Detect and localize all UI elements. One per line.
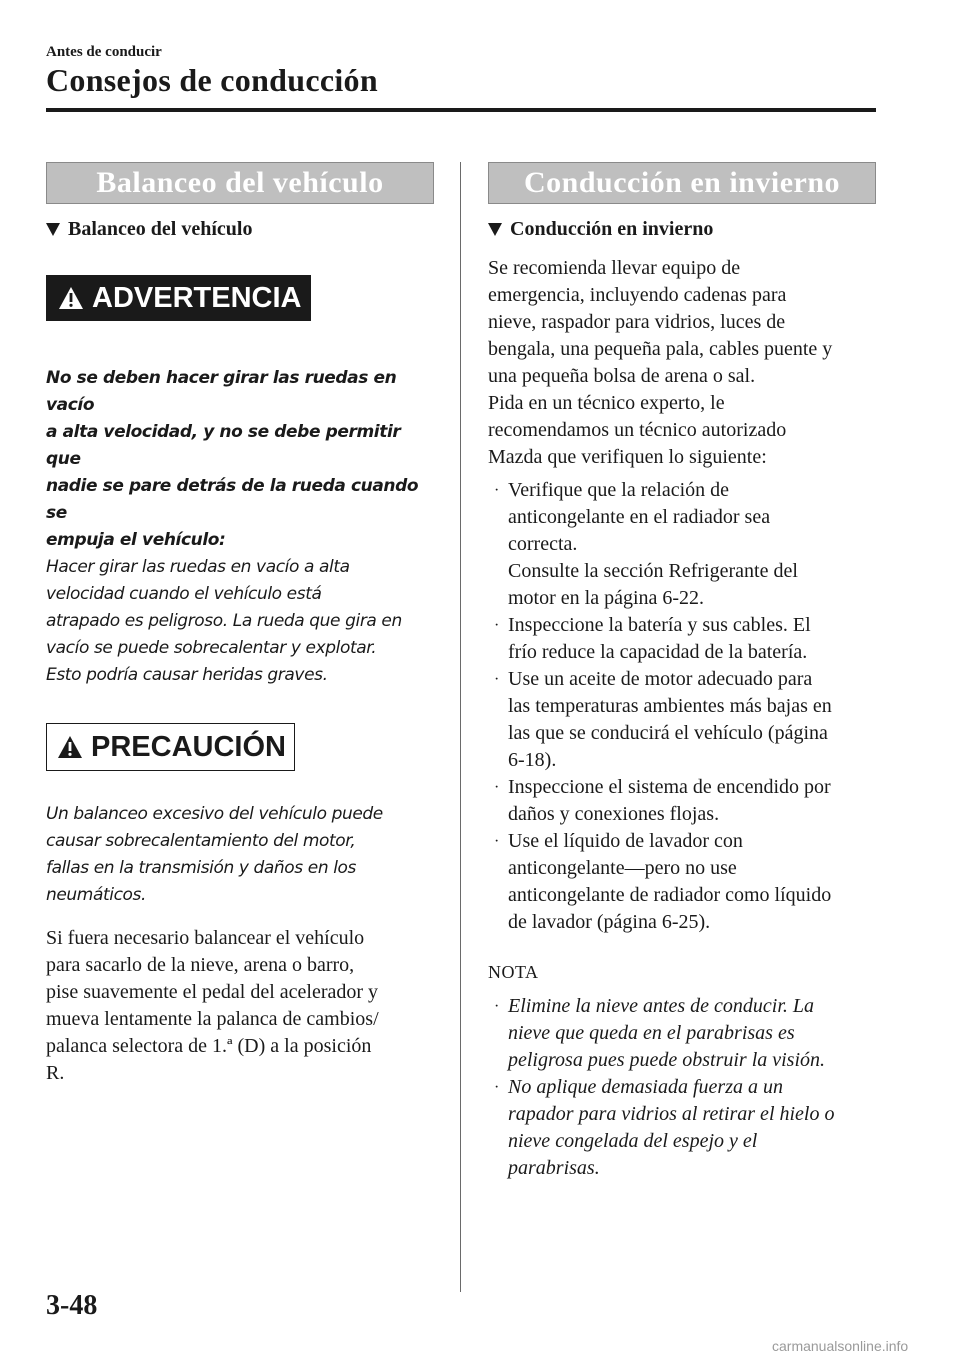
- page-number: 3-48: [46, 1290, 98, 1321]
- warning-line: velocidad cuando el vehículo está: [46, 584, 322, 604]
- list-item: [488, 828, 880, 936]
- list-item-line: anticongelante en el radiador sea: [508, 506, 771, 528]
- list-item: [488, 612, 880, 666]
- section-label: Antes de conducir: [46, 44, 162, 60]
- left-column: [46, 162, 434, 1087]
- list-item-line: 6-18).: [508, 749, 557, 771]
- intro-line: emergencia, incluyendo cadenas para: [488, 284, 787, 306]
- warning-triangle-icon: [58, 286, 84, 310]
- list-item-line: motor en la página 6-22.: [508, 587, 705, 609]
- paragraph-line: mueva lentamente la palanca de cambios/: [46, 1008, 379, 1030]
- list-item-line: correcta.: [508, 533, 578, 555]
- list-item: [488, 666, 880, 774]
- section-banner-invierno: Conducción en invierno: [488, 162, 876, 204]
- paragraph-line: palanca selectora de 1.ª (D) a la posición: [46, 1035, 372, 1057]
- warning-label-box: [46, 275, 311, 321]
- subheading-text: Conducción en invierno: [510, 218, 714, 240]
- caution-line: neumáticos.: [46, 885, 146, 905]
- paragraph-line: pise suavemente el pedal del acelerador y: [46, 981, 379, 1003]
- list-item-line: daños y conexiones flojas.: [508, 803, 720, 825]
- warning-bold-line: No se deben hacer girar las ruedas en vacío: [46, 368, 397, 415]
- warning-bold-line: nadie se pare detrás de la rueda cuando se: [46, 476, 419, 523]
- list-item: [488, 477, 880, 612]
- list-item-line: frío reduce la capacidad de la batería.: [508, 641, 808, 663]
- nota-line: nieve congelada del espejo y el: [508, 1130, 758, 1152]
- warning-body-text: [46, 554, 434, 689]
- warning-line: Esto podría causar heridas graves.: [46, 665, 328, 685]
- bullet-dot-icon: ·: [494, 833, 500, 850]
- intro-line: Pida en un técnico experto, le: [488, 392, 725, 414]
- list-item-line: las que se conducirá el vehículo (página: [508, 722, 828, 744]
- caution-line: causar sobrecalentamiento del motor,: [46, 831, 356, 851]
- checklist: [488, 477, 880, 936]
- warning-line: vacío se puede sobrecalentar y explotar.: [46, 638, 377, 658]
- intro-line: bengala, una pequeña pala, cables puente y: [488, 338, 833, 360]
- intro-line: Se recomienda llevar equipo de: [488, 257, 741, 279]
- warning-line: atrapado es peligroso. La rueda que gira en: [46, 611, 402, 631]
- nota-line: No aplique demasiada fuerza a un: [508, 1076, 783, 1098]
- nota-line: Elimine la nieve antes de conducir. La: [508, 995, 815, 1017]
- nota-list: [488, 993, 880, 1182]
- list-item-line: Inspeccione la batería y sus cables. El: [508, 614, 811, 636]
- subheading-balanceo: [46, 218, 434, 241]
- list-item-line: las temperaturas ambientes más bajas en: [508, 695, 832, 717]
- column-divider: [460, 162, 461, 1292]
- list-item-line: Use un aceite de motor adecuado para: [508, 668, 813, 690]
- bullet-dot-icon: ·: [494, 1079, 500, 1096]
- list-item-line: anticongelante de radiador como líquido: [508, 884, 832, 906]
- list-item-line: Inspeccione el sistema de encendido por: [508, 776, 831, 798]
- list-item-line: Consulte la sección Refrigerante del: [508, 560, 798, 582]
- triangle-marker-icon: [46, 223, 60, 236]
- nota-label: NOTA: [488, 962, 539, 982]
- nota-item: [488, 993, 880, 1074]
- nota-line: parabrisas.: [508, 1157, 600, 1179]
- nota-line: rapador para vidrios al retirar el hielo o: [508, 1103, 835, 1125]
- watermark: carmanualsonline.info: [772, 1338, 909, 1354]
- nota-item: [488, 1074, 880, 1182]
- list-item-line: de lavador (página 6-25).: [508, 911, 711, 933]
- chapter-title: Consejos de conducción: [46, 62, 378, 98]
- warning-line: Hacer girar las ruedas en vacío a alta: [46, 557, 350, 577]
- paragraph-line: para sacarlo de la nieve, arena o barro,: [46, 954, 355, 976]
- paragraph-line: R.: [46, 1062, 65, 1084]
- balanceo-paragraph: [46, 925, 434, 1087]
- list-item-line: Use el líquido de lavador con: [508, 830, 743, 852]
- list-item: [488, 774, 880, 828]
- nota-line: nieve que queda en el parabrisas es: [508, 1022, 795, 1044]
- section-banner-balanceo: Balanceo del vehículo: [46, 162, 434, 204]
- intro-line: Mazda que verifiquen lo siguiente:: [488, 446, 767, 468]
- subheading-invierno: [488, 218, 880, 241]
- intro-line: recomendamos un técnico autorizado: [488, 419, 787, 441]
- header-rule: [46, 108, 876, 112]
- caution-label-box: [46, 723, 295, 771]
- caution-label: PRECAUCIÓN: [91, 730, 286, 763]
- subheading-text: Balanceo del vehículo: [68, 218, 253, 240]
- triangle-marker-icon: [488, 223, 502, 236]
- intro-line: una pequeña bolsa de arena o sal.: [488, 365, 756, 387]
- warning-label: ADVERTENCIA: [92, 281, 302, 314]
- list-item-line: Verifique que la relación de: [508, 479, 730, 501]
- caution-body-text: [46, 801, 434, 909]
- bullet-dot-icon: ·: [494, 998, 500, 1015]
- caution-triangle-icon: [57, 735, 83, 759]
- caution-wrap: [46, 723, 434, 771]
- bullet-dot-icon: ·: [494, 671, 500, 688]
- intro-line: nieve, raspador para vidrios, luces de: [488, 311, 786, 333]
- caution-line: fallas en la transmisión y daños en los: [46, 858, 356, 878]
- list-item-line: anticongelante—pero no use: [508, 857, 737, 879]
- bullet-dot-icon: ·: [494, 617, 500, 634]
- caution-line: Un balanceo excesivo del vehículo puede: [46, 804, 383, 824]
- warning-bold-line: a alta velocidad, y no se debe permitir que: [46, 422, 401, 469]
- bullet-dot-icon: ·: [494, 779, 500, 796]
- paragraph-line: Si fuera necesario balancear el vehículo: [46, 927, 365, 949]
- bullet-dot-icon: ·: [494, 482, 500, 499]
- right-column: [488, 162, 880, 1182]
- invierno-intro: [488, 255, 880, 471]
- warning-bold-text: [46, 365, 434, 554]
- warning-bold-line: empuja el vehículo:: [46, 530, 226, 550]
- nota-line: peligrosa pues puede obstruir la visión.: [508, 1049, 826, 1071]
